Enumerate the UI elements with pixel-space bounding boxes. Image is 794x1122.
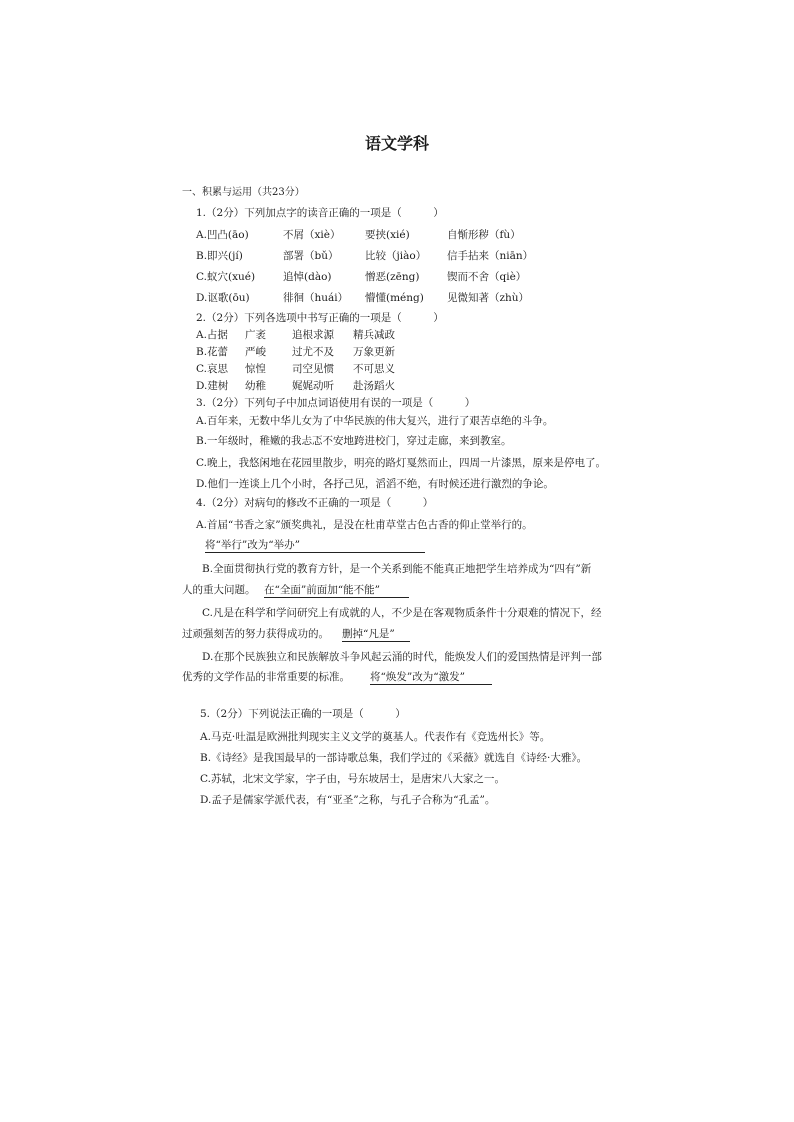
q5-option-c: C.苏轼，北宋文学家，字子由，号东坡居士，是唐宋八大家之一。 bbox=[200, 773, 505, 785]
q2-c-3: 司空见惯 bbox=[292, 363, 334, 375]
q5-option-d: D.孟子是儒家学派代表，有“亚圣”之称，与孔子合称为“孔孟”。 bbox=[200, 794, 496, 806]
q1-d-4: 见微知著（zhù） bbox=[447, 292, 530, 304]
q4-stem: 4.（2分）对病句的修改不正确的一项是（ ） bbox=[196, 497, 434, 509]
q2-a-4: 精兵减政 bbox=[353, 329, 395, 341]
q1-a-2: 不屑（xiè） bbox=[283, 229, 341, 241]
q2-c-4: 不可思义 bbox=[353, 363, 395, 375]
q2-c-1: C.哀思 bbox=[196, 363, 228, 375]
q4-option-b: B.全面贯彻执行党的教育方针，是一个关系到能不能真正地把学生培养成为“四有”新 bbox=[202, 563, 592, 575]
q3-option-d: D.他们一连谈上几个小时，各抒己见，滔滔不绝，有时候还进行激烈的争论。 bbox=[196, 478, 554, 490]
q2-stem: 2.（2分）下列各选项中书写正确的一项是（ ） bbox=[196, 312, 444, 324]
q2-d-3: 娓娓动听 bbox=[292, 380, 334, 392]
section-header: 一、积累与运用（共23分） bbox=[182, 187, 305, 198]
q4-answer-c: 删掉“凡是” bbox=[342, 627, 410, 642]
q1-d-1: D.讴歌(ōu) bbox=[196, 292, 250, 304]
q1-a-4: 自惭形秽（fù） bbox=[447, 229, 521, 241]
q1-b-4: 信手拈来（niān） bbox=[447, 250, 534, 262]
q1-b-3: 比较（jiào） bbox=[365, 250, 427, 262]
q3-option-a: A.百年来，无数中华儿女为了中华民族的伟大复兴，进行了艰苦卓绝的斗争。 bbox=[196, 415, 554, 427]
q1-stem: 1.（2分）下列加点字的读音正确的一项是（ ） bbox=[196, 207, 444, 219]
page-title: 语文学科 bbox=[364, 134, 429, 153]
q3-option-c: C.晚上，我悠闲地在花园里散步，明亮的路灯戛然而止，四周一片漆黑，原来是停电了。 bbox=[196, 457, 606, 469]
q1-d-2: 徘徊（huái） bbox=[283, 292, 349, 304]
q2-d-2: 幼稚 bbox=[245, 380, 266, 392]
q4-option-c: C.凡是在科学和学问研究上有成就的人，不少是在客观物质条件十分艰难的情况下，经 bbox=[202, 607, 602, 619]
q4-option-a: A.首届“书香之家”颁奖典礼，是没在杜甫草堂古色古香的仰止堂举行的。 bbox=[196, 519, 533, 531]
q5-stem: 5.（2分）下列说法正确的一项是（ ） bbox=[200, 708, 406, 720]
q1-c-3: 憎恶(zēng) bbox=[365, 271, 420, 283]
q2-b-2: 严峻 bbox=[245, 346, 266, 358]
q2-a-1: A.占据 bbox=[196, 329, 228, 341]
q2-a-2: 广袤 bbox=[245, 329, 266, 341]
q4-option-d-cont: 优秀的文学作品的非常重要的标准。 bbox=[182, 671, 350, 683]
q1-c-1: C.蚁穴(xué) bbox=[196, 271, 256, 283]
q1-b-2: 部署（bǔ） bbox=[283, 250, 339, 262]
q2-a-3: 追根求源 bbox=[292, 329, 334, 341]
q2-b-1: B.花蕾 bbox=[196, 346, 229, 358]
q4-option-b-cont: 人的重大问题。 bbox=[182, 584, 256, 596]
q4-answer-b: 在“全面”前面加“能不能” bbox=[264, 583, 409, 598]
q4-answer-d: 将“焕发”改为“激发” bbox=[370, 670, 492, 685]
q5-option-b: B.《诗经》是我国最早的一部诗歌总集，我们学过的《采薇》就选自《诗经·大雅》。 bbox=[200, 752, 588, 764]
q2-b-4: 万象更新 bbox=[353, 346, 395, 358]
q1-c-4: 锲而不舍（qiè） bbox=[447, 271, 527, 283]
q2-d-4: 赴汤蹈火 bbox=[353, 380, 395, 392]
q4-answer-a: 将“举行”改为“举办” bbox=[205, 538, 425, 553]
q2-d-1: D.建树 bbox=[196, 380, 229, 392]
q5-option-a: A.马克·吐温是欧洲批判现实主义文学的奠基人。代表作有《竞选州长》等。 bbox=[200, 731, 551, 743]
q1-a-3: 要挟(xié) bbox=[365, 229, 410, 241]
q2-c-2: 惊惶 bbox=[245, 363, 266, 375]
q1-a-1: A.凹凸(āo) bbox=[196, 229, 249, 241]
q1-b-1: B.即兴(jí) bbox=[196, 250, 243, 262]
q1-d-3: 懵懂(méng) bbox=[365, 292, 424, 304]
q3-option-b: B.一年级时，稚嫩的我忐忑不安地跨进校门，穿过走廊，来到教室。 bbox=[196, 435, 512, 447]
q3-stem: 3.（2分）下列句子中加点词语使用有误的一项是（ ） bbox=[196, 397, 476, 409]
q4-option-d: D.在那个民族独立和民族解放斗争风起云涌的时代，能焕发人们的爱国热情是评判一部 bbox=[202, 651, 602, 663]
q2-b-3: 过尤不及 bbox=[292, 346, 334, 358]
q4-option-c-cont: 过顽强刻苦的努力获得成功的。 bbox=[182, 628, 329, 640]
q1-c-2: 追悼(dào) bbox=[283, 271, 332, 283]
